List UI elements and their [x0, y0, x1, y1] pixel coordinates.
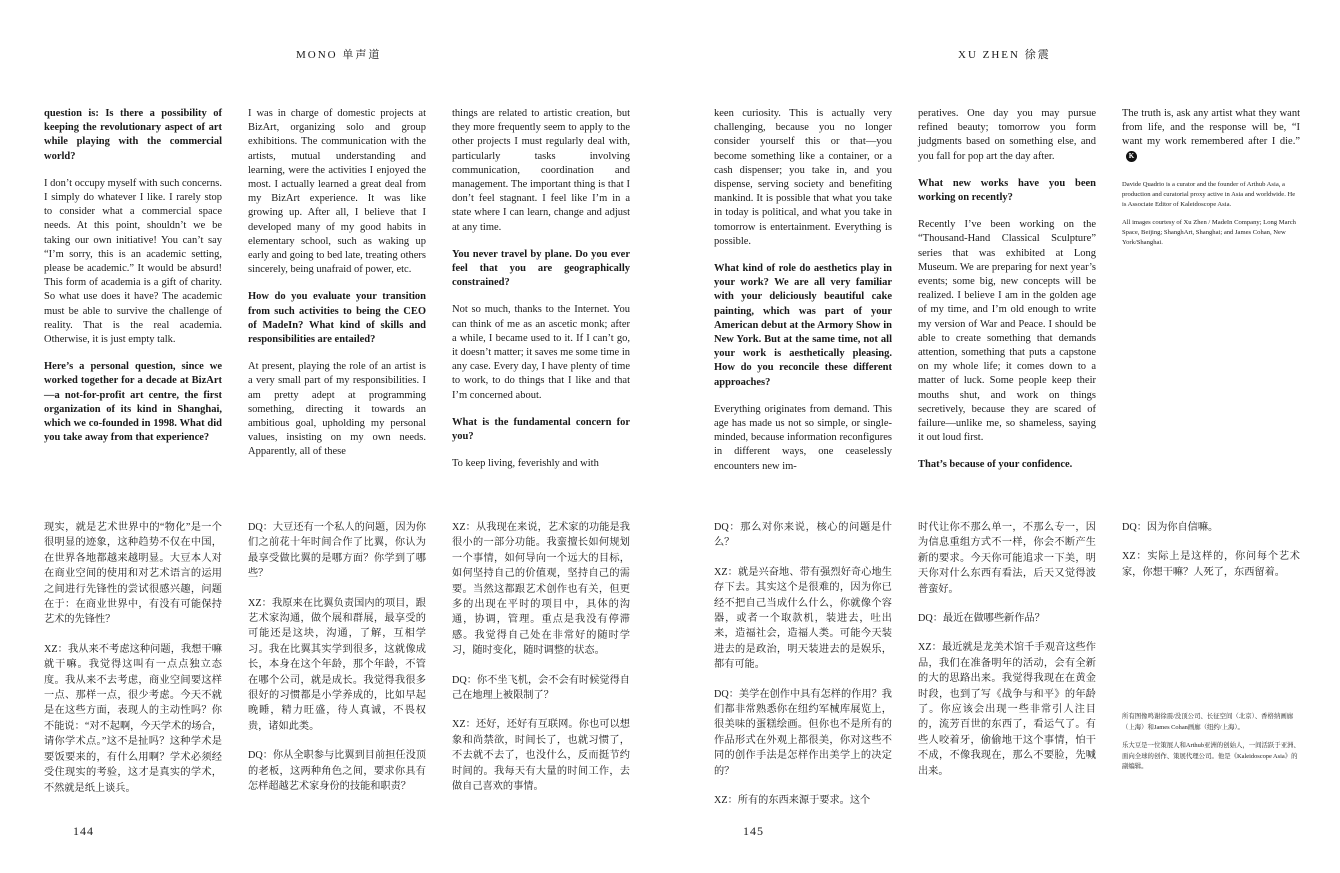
- chinese-column-2: [248, 520, 426, 809]
- chinese-paragraph: DQ：你不坐飞机，会不会有时候觉得自己在地理上被限制了？: [452, 674, 630, 702]
- chinese-paragraph: DQ：最近在做哪些新作品？: [918, 613, 1045, 625]
- interview-answer: Not so much, thanks to the Internet. You can think of me as an ascetic monk; after a while, I became used to it. If I can’t go, it doesn’t matter; it saves me some time in any case. Every day, I have plenty of time to work, to do things that I like and that I’m concerned about.: [452, 304, 630, 401]
- interview-question: You never travel by plane. Do you ever feel that you are geographically constrained?: [452, 248, 630, 289]
- english-column-2: [248, 107, 426, 473]
- chinese-column-1: [44, 520, 222, 810]
- chinese-credits: [1122, 712, 1302, 781]
- interview-answer: At present, playing the role of an artist is a very small part of my responsibilities. I am pretty adept at programming something, directing it towards an ambitious goal, upholding my personal values, insisting on my own needs. Apparently, all of these: [248, 361, 426, 458]
- interview-answer: I don’t occupy myself with such concerns. I simply do whatever I like. I rarely stop to consider what a commercial space needs. At this point, shouldn’t we be taking our own initiative! You can’t say “I’m sorry, this is an academic setting, please be academic.” It would be absurd! This form of academia is a gift of charity. So what use does it have? The academic must be able to survive the challenge of reality. That is the real academia. Otherwise, it is just empty talk.: [44, 177, 222, 346]
- chinese-column-6: [1122, 520, 1300, 594]
- kaleidoscope-end-mark-icon: K: [1126, 151, 1137, 162]
- chinese-paragraph: XZ：就是兴奋地、带有强烈好奇心地生存下去。其实这个是很难的，因为你已经不把自己当成什么什么，你就像个容器，或者一个取款机，装进去，吐出来，造福社会，造福人类。可能今天装进去的是政治，明天装进去的是娱乐，都有可能。: [714, 566, 892, 671]
- chinese-paragraph: DQ：大豆还有一个私人的问题，因为你们之前花十年时间合作了比翼，你认为最享受做比翼的是哪方面？你学到了哪些？: [248, 522, 426, 580]
- running-header-right: XU ZHEN 徐震: [958, 49, 1051, 61]
- interview-answer: To keep living, feverishly and with: [452, 458, 599, 470]
- interview-question: Here’s a personal question, since we worked together for a decade at BizArt—a not-for-profit art centre, the first organization of its kind in Shanghai, which we co-founded in 1998. What did you take away from that experience?: [44, 361, 222, 444]
- interview-answer: The truth is, ask any artist what they want from life, and the response will be, “I want my work remembered after I die.”K: [1122, 108, 1300, 160]
- english-column-3: [452, 107, 630, 484]
- chinese-paragraph: 现实，就是艺术世界中的“物化”是一个很明显的迹象，这种趋势不仅在中国，在世界各地都越来越明显。大豆本人对在商业空间的使用和对艺术语言的运用之间进行先锋性的尝试很感兴趣，问题在于：在商业世界中，有没有可能保持艺术的先锋性？: [44, 522, 222, 626]
- english-column-1: [44, 107, 222, 458]
- interview-answer: things are related to artistic creation, but they more frequently seem to apply to the other projects I must regularly deal with, particularly tasks involving communication, coordination and management. The important thing is that I don’t feel stagnant. I feel like I’m in a state where I can learn, change and adjust at any time.: [452, 108, 630, 233]
- interview-answer: keen curiosity. This is actually very challenging, because you no longer consider yourself this or that—you become something like a container, or a cash dispenser; you take in, and you dispense, serving society and benefiting mankind. It is possible that what you take in today is political, and what you take in tomorrow is entertainment. Everything is possible.: [714, 108, 892, 247]
- credit-images: All images courtesy of Xu Zhen / MadeIn Company; Long March Space, Beijing; ShanghArt, Shanghai; and James Cohan, New York/Shanghai.: [1122, 219, 1296, 246]
- chinese-paragraph: DQ：你从全职参与比翼到目前担任没顶的老板，这两种角色之间，要求你具有怎样超越艺术家身份的技能和职责？: [248, 750, 426, 793]
- chinese-column-3: [452, 520, 630, 809]
- chinese-paragraph: XZ：实际上是这样的，你问每个艺术家，你想干嘛？人死了，东西留着。: [1122, 551, 1300, 578]
- chinese-paragraph: 时代让你不那么单一，不那么专一，因为信息重组方式不一样，你会不断产生新的要求。今天你可能追求一下美，明天你对什么东西有看法，后天又觉得波普蛮好。: [918, 522, 1096, 595]
- chinese-credit-images: 所有图像鸣谢徐震/没顶公司、长征空间（北京）、香格纳画廊（上海）和James Cohan画廊（纽约/上海）。: [1122, 713, 1294, 731]
- chinese-paragraph: XZ：还好，还好有互联网。你也可以想象和尚禁欲，时间长了，也就习惯了，不去就不去了，也没什么，反而挺节约时间的。我每天有大量的时间工作，去做自己喜欢的事情。: [452, 719, 630, 793]
- interview-question: How do you evaluate your transition from such activities to being the CEO of MadeIn? What kind of skills and responsibilities are entailed?: [248, 291, 426, 346]
- english-column-5: [918, 107, 1096, 486]
- interview-answer: I was in charge of domestic projects at BizArt, organizing solo and group exhibitions. The communication with the artists, mutual understanding and learning, were the activities I enjoyed the most. I actually learned a great deal from my BizArt experience. It was like growing up. After all, I believe that I developed many of my good habits in elementary school, such as waking up early and going to bed late, treating others sincerely, being unafraid of power, etc.: [248, 108, 426, 276]
- chinese-column-4: [714, 520, 892, 823]
- interview-question: That’s because of your confidence.: [918, 459, 1073, 471]
- chinese-credit-bio: 乐大豆是一位策展人和Arthub亚洲的创始人，一间活跃于亚洲、面向全球的创作、策展代理公司。他是《Kaleidoscope Asia》的副编辑。: [1122, 742, 1300, 770]
- chinese-paragraph: DQ：因为你自信嘛。: [1122, 522, 1219, 533]
- chinese-paragraph: XZ：所有的东西来源于要求。这个: [714, 795, 871, 807]
- interview-question: question is: Is there a possibility of keeping the revolutionary aspect of art while playing with the commercial world?: [44, 108, 222, 162]
- english-credits: [1122, 180, 1300, 257]
- chinese-paragraph: XZ：最近就是龙美术馆千手观音这些作品，我们在准备明年的活动，会有全新的大的思路出来。我觉得我现在在黄金时段，也到了写《战争与和平》的年龄了。你应该会出现一些非常引人注目的，流芳百世的东西了，看运气了。有些人咬着牙，偷偷地干这个事情，怕干不成，不像我现在，那么不要脸，先喊出来。: [918, 642, 1096, 777]
- interview-question: What new works have you been working on recently?: [918, 177, 1096, 204]
- interview-answer: peratives. One day you may pursue refined beauty; tomorrow you form judgments based on something else, and you fall for pop art the day after.: [918, 108, 1096, 162]
- credit-bio: Davide Quadrio is a curator and the founder of Arthub Asia, a production and curatorial proxy active in Asia and worldwide. He is Associate Editor of Kaleidoscope Asia.: [1122, 181, 1296, 208]
- chinese-column-5: [918, 520, 1096, 793]
- interview-question: What is the fundamental concern for you?: [452, 416, 630, 443]
- running-header-left: MONO 单声道: [296, 49, 382, 61]
- interview-answer: Everything originates from demand. This age has made us not so simple, or single-minded, because information reconfigures in different ways, one ceaselessly encounters new im-: [714, 403, 892, 472]
- interview-answer: Recently I’ve been working on the “Thousand-Hand Classical Sculpture” series that was exhibited at Long Museum. We are preparing for next year’s events; some big, new concepts will be realized. I believe I am in the golden age of my time, and I’m old enough to write my version of War and Peace. I should be able to create something that demands attention, something that puts a capstone on my whole life; it comes down to a matter of luck. Some people keep their mouths shut, and work on things secretively, because they are scared of failure—unlike me, so shameless, saying it out loud first.: [918, 219, 1096, 444]
- chinese-paragraph: DQ：那么对你来说，核心的问题是什么？: [714, 522, 892, 549]
- interview-question: What kind of role do aesthetics play in your work? We are all very familiar with your deliciously beautiful cake painting, which was part of your American debut at the Armory Show in New York. But at the same time, not all your work is aesthetically pleasing. How do you reconcile these different approaches?: [714, 263, 892, 388]
- page-number-right: 145: [743, 824, 764, 838]
- chinese-paragraph: XZ：我原来在比翼负责国内的项目，跟艺术家沟通，做个展和群展，最享受的可能还是这块，沟通，了解，互相学习。我在比翼其实学到很多，这就像成长，本身在这个年龄，那个年龄，不管在哪个公司，就是成长。我觉得我很多很好的习惯都是小学养成的，比如早起晚睡，精力旺盛，待人真诚，不畏权贵，诸如此类。: [248, 597, 426, 732]
- chinese-paragraph: XZ：我从来不考虑这种问题，我想干嘛就干嘛。我觉得这叫有一点点独立态度。我从来不去考虑，商业空间要这样一点、那样一点，很少考虑。今天不就是在这些方面，表现人的主动性吗？你不能说：“对不起啊，今天学术的场合，请你学术点。”这不是扯吗？这种学术是要饭要来的，有什么用啊？学术必须经受住现实的考验，这才是真实的学术，不然就是纸上谈兵。: [44, 643, 222, 794]
- english-column-4: [714, 107, 892, 487]
- english-column-6: [1122, 107, 1300, 177]
- chinese-paragraph: DQ：美学在创作中具有怎样的作用？我们都非常熟悉你在纽约军械库展览上，很美味的蛋糕绘画。但你也不是所有的作品形式在外观上都很美，你对这些不同的创作手法是怎样作出美学上的决定的？: [714, 688, 892, 777]
- chinese-paragraph: XZ：从我现在来说，艺术家的功能是我很小的一部分功能。我蛮擅长如何规划一个事情，如何导向一个远大的目标，如何坚持自己的价值观，坚持自己的需要。当然这都跟艺术创作也有关，但更多的出现在平时的项目中，具体的沟通，协调，管理。重点是我没有停滞感。我觉得自己处在非常好的随时学习，随时变化，随时调整的状态。: [452, 522, 630, 657]
- page-number-left: 144: [73, 824, 94, 838]
